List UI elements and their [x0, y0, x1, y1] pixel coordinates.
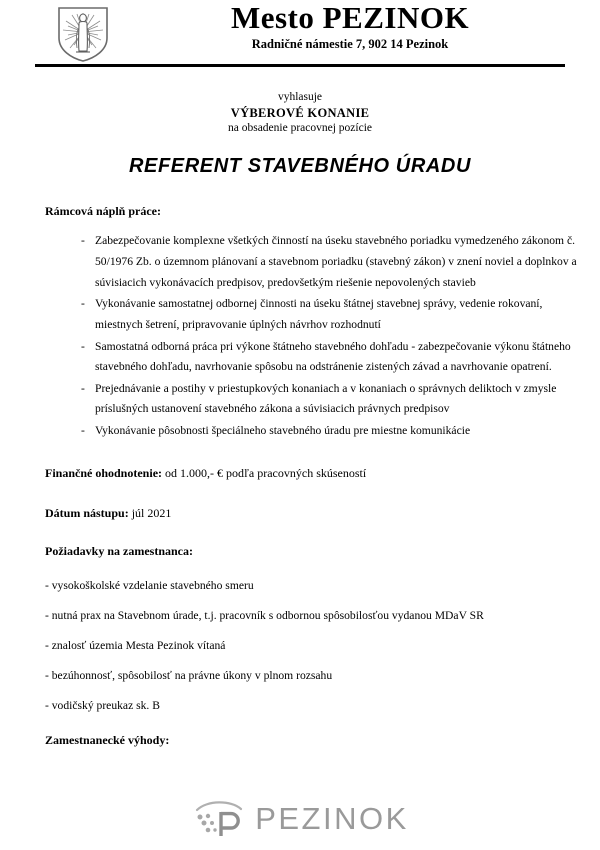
list-item-text: Vykonávanie samostatnej odbornej činnosti na úseku štátnej stavebnej správy, vedenie rokovaní, miestnych šetrení, pripravovanie úplných návrhov rozhodnutí [95, 297, 543, 331]
benefits-heading: Zamestnanecké výhody: [45, 732, 170, 747]
document-body [0, 204, 600, 747]
duties-list [45, 231, 578, 441]
list-item [45, 231, 578, 293]
announcement-block [0, 90, 600, 135]
list-item: - vysokoškolské vzdelanie stavebného smeru [45, 578, 254, 592]
list-item-text: Vykonávanie pôsobnosti špeciálneho stavebného úradu pre miestne komunikácie [95, 424, 471, 438]
announcement-procedure-type: VÝBEROVÉ KONANIE [230, 105, 370, 120]
list-item [45, 421, 578, 442]
list-item [45, 294, 578, 335]
pezinok-coat-of-arms-icon [55, 6, 111, 62]
bullet-dash: - [81, 297, 85, 311]
salary-line [45, 464, 578, 482]
header-divider [35, 64, 565, 67]
bullet-dash: - [81, 381, 85, 395]
requirements-heading: Požiadavky na zamestnanca: [45, 543, 193, 558]
bullet-dash: - [81, 424, 85, 438]
list-item [45, 337, 578, 378]
start-date-line [45, 504, 578, 522]
requirements-list [45, 577, 578, 715]
pezinok-grapes-p-logo-icon [191, 798, 247, 838]
list-item-text: Prejednávanie a postihy v priestupkových konaniach a v konaniach o správnych deliktoch v zmysle príslušných ustanovení stavebného zákona a súvisiacich právnych predpisov [95, 381, 557, 416]
list-item: - bezúhonnosť, spôsobilosť na právne úkony v plnom rozsahu [45, 668, 333, 682]
organization-address: Radničné námestie 7, 902 14 Pezinok [251, 36, 449, 51]
document-header [0, 0, 600, 62]
announcement-declares: vyhlasuje [277, 91, 323, 103]
logo-wordmark: PEZINOK [255, 800, 409, 836]
salary-value: od 1.000,- € podľa pracovných skúseností [162, 465, 367, 480]
duties-heading: Rámcová náplň práce: [45, 204, 161, 219]
list-item-text: Samostatná odborná práca pri výkone štátneho stavebného dohľadu - zabezpečovanie výkonu štátneho stavebného dohľadu, navrhovanie spôsobu na odstránenie zistených závad a navrhovanie opatrení. [95, 339, 571, 374]
bullet-dash: - [81, 234, 85, 248]
footer-logo [0, 798, 600, 838]
list-item: - vodičský preukaz sk. B [45, 698, 160, 712]
page-title: REFERENT STAVEBNÉHO ÚRADU [128, 155, 472, 178]
announcement-for-position: na obsadenie pracovnej pozície [227, 121, 372, 134]
start-date-label: Dátum nástupu: [45, 505, 129, 520]
organization-title: Mesto PEZINOK [230, 0, 470, 35]
list-item [45, 379, 578, 420]
list-item: - nutná prax na Stavebnom úrade, t.j. pracovník s odbornou spôsobilosťou vydanou MDaV SR [45, 608, 484, 622]
bullet-dash: - [81, 339, 85, 353]
start-date-value: júl 2021 [128, 505, 172, 520]
list-item-text: Zabezpečovanie komplexne všetkých činností na úseku stavebného poriadku vymedzeného zákonom č. 50/1976 Zb. o územnom plánovaní a stavebnom poriadku (stavebný zákon) v znení noviel a doplnkov a súvisiacich vykonávacích predpisov, predovšetkým riešenie nepovolených stavieb [95, 234, 577, 289]
salary-label: Finančné ohodnotenie: [45, 465, 163, 480]
header-titles [120, 2, 580, 51]
list-item: - znalosť územia Mesta Pezinok vítaná [45, 638, 226, 652]
